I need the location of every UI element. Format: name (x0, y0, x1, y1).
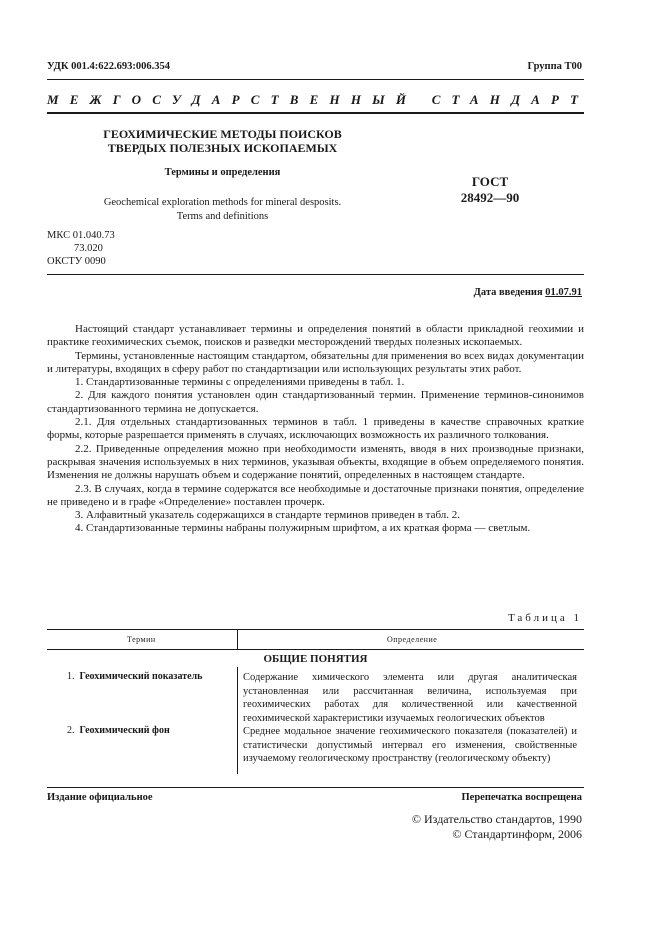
english-title-line-2: Terms and definitions (176, 211, 269, 222)
copyright-line-1: © Издательство стандартов, 1990 (411, 812, 582, 826)
paragraph: 2. Для каждого понятия установлен один стандартизованный термин. Применение терминов-синонимов стандартизованного термина не допускается. (47, 389, 584, 415)
term-number: 2. (67, 725, 75, 736)
english-title (80, 196, 365, 224)
table-label: Таблица 1 (507, 612, 582, 624)
paragraph: 3. Алфавитный указатель содержащихся в стандарте терминов приведен в табл. 2. (75, 509, 461, 522)
footer-rule (47, 787, 584, 788)
title-line-1: ГЕОХИМИЧЕСКИЕ МЕТОДЫ ПОИСКОВ (103, 127, 342, 141)
column-header-definition: Определение (387, 635, 438, 644)
header-divider (237, 629, 238, 649)
term-number: 1. (67, 671, 75, 682)
date-value: 01.07.91 (545, 287, 582, 298)
term-name: Геохимический показатель (79, 671, 203, 682)
section-heading: ОБЩИЕ ПОНЯТИЯ (263, 653, 368, 665)
udk-code: УДК 001.4:622.693:006.354 (47, 61, 170, 72)
paragraph: 2.3. В случаях, когда в термине содержатся все необходимые и достаточные признаки понятия, определение не приведено и в графе «Определение» поставлен прочерк. (47, 482, 584, 508)
term-name: Геохимический фон (79, 725, 170, 736)
paragraph: 2.1. Для отдельных стандартизованных терминов в табл. 1 приведены в качестве справочных краткие формы, которые разрешается применять в случаях, исключающих возможность их различного толкования. (47, 416, 584, 442)
copyright-line-2: © Стандартинформ, 2006 (452, 827, 582, 841)
paragraph: 1. Стандартизованные термины с определениями приведены в табл. 1. (75, 376, 405, 389)
table-top-rule (47, 629, 584, 630)
mks-code-1: МКС 01.040.73 (47, 230, 115, 241)
title-line-2: ТВЕРДЫХ ПОЛЕЗНЫХ ИСКОПАЕМЫХ (107, 141, 338, 155)
copyright-block (412, 812, 582, 842)
paragraph: 4. Стандартизованные термины набраны полужирным шрифтом, а их краткая форма — светлым. (75, 522, 531, 535)
banner-rule (47, 112, 584, 114)
official-edition-note: Издание официальное (47, 792, 153, 803)
header-rule (47, 79, 584, 80)
table-row-definition: Содержание химического элемента или другая аналитическая установленная или рассчитанная величина, используемая при геохимических работах для количественной или качественной геохимической характеристики изучаемых геологических объектов (243, 672, 577, 724)
group-code: Группа Т00 (527, 61, 582, 72)
document-title (90, 127, 355, 155)
paragraph: Настоящий стандарт устанавливает термины и определения понятий в области прикладной геохимии и практике геохимических съемок, поисков и разведки месторождений твердых полезных ископаемых. (47, 323, 584, 349)
codes-rule (47, 274, 584, 275)
column-divider (237, 667, 238, 774)
body-text (47, 323, 584, 536)
table-row-definition: Среднее модальное значение геохимического показателя (показателей) и статистически допустимый интервал его изменения, свойственные изучаемому геологическому пространству (геологическому объекту) (243, 726, 577, 764)
gost-designation (440, 174, 540, 206)
table-row-term (67, 725, 170, 736)
gost-number: 28492—90 (460, 190, 520, 205)
okstu-code: ОКСТУ 0090 (47, 256, 106, 267)
gost-label: ГОСТ (471, 174, 509, 189)
paragraph: 2.2. Приведенные определения можно при необходимости изменять, вводя в них производные признаки, раскрывая значения используемых в них терминов, указывая объекты, входящие в объем определяемого понятия. Изменения не должны нарушать объем и содержание понятий, определенных в настоящем стандарте. (47, 442, 584, 482)
standard-banner: МЕЖГОСУДАРСТВЕННЫЙ СТАНДАРТ (47, 92, 590, 107)
reprint-prohibited-note: Перепечатка воспрещена (461, 792, 582, 803)
introduction-date (474, 287, 582, 298)
table-row-term (67, 671, 202, 682)
english-title-line-1: Geochemical exploration methods for mineral desposits. (103, 197, 342, 208)
classification-codes (47, 229, 115, 268)
date-label: Дата введения (473, 287, 543, 298)
column-header-term: Термин (127, 635, 156, 644)
paragraph: Термины, установленные настоящим стандартом, обязательны для применения во всех видах документации и литературы, входящих в сферу работ по стандартизации или использующих результаты этих работ. (47, 349, 584, 375)
header-bottom-rule (47, 649, 584, 650)
mks-code-2: 73.020 (74, 243, 103, 254)
document-subtitle: Термины и определения (164, 167, 281, 178)
